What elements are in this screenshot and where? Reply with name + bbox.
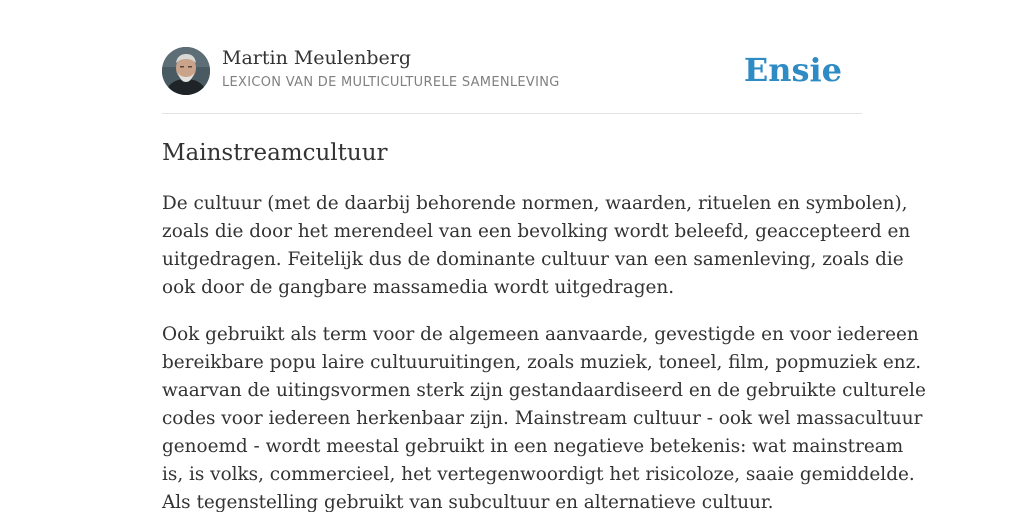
text-line: genoemd - wordt meestal gebruikt in een negatieve betekenis: wat mainstream <box>162 436 904 457</box>
lexicon-name[interactable]: LEXICON VAN DE MULTICULTURELE SAMENLEVING <box>222 75 560 90</box>
paragraph-1 <box>162 190 911 302</box>
article-body <box>162 190 926 512</box>
header <box>162 46 862 96</box>
text-line: De cultuur (met de daarbij behorende normen, waarden, rituelen en symbolen), <box>162 193 908 214</box>
text-line: zoals die door het merendeel van een bevolking wordt beleefd, geaccepteerd en <box>162 221 911 242</box>
avatar-photo-icon <box>162 47 210 95</box>
ensie-logo[interactable]: Ensie <box>743 51 842 89</box>
text-line: Ook gebruikt als term voor de algemeen aanvaarde, gevestigde en voor iedereen <box>162 324 919 345</box>
text-line: Als tegenstelling gebruikt van subcultuur en alternatieve cultuur. <box>162 492 774 512</box>
text-line: ook door de gangbare massamedia wordt uitgedragen. <box>162 277 675 298</box>
text-line: uitgedragen. Feitelijk dus de dominante cultuur van een samenleving, zoals die <box>162 249 904 270</box>
header-divider <box>162 113 862 114</box>
paragraph-2 <box>162 321 926 512</box>
text-line: bereikbare popu laire cultuuruitingen, zoals muziek, toneel, film, popmuziek enz. <box>162 352 922 373</box>
author-name[interactable]: Martin Meulenberg <box>222 47 411 69</box>
author-avatar[interactable] <box>162 47 210 95</box>
text-line: waarvan de uitingsvormen sterk zijn gestandaardiseerd en de gebruikte culturele <box>162 380 926 401</box>
text-line: is, is volks, commercieel, het vertegenwoordigt het risicoloze, saaie gemiddelde. <box>162 464 915 485</box>
article-title: Mainstreamcultuur <box>162 140 388 166</box>
text-line: codes voor iedereen herkenbaar zijn. Mainstream cultuur - ook wel massacultuur <box>162 408 923 429</box>
